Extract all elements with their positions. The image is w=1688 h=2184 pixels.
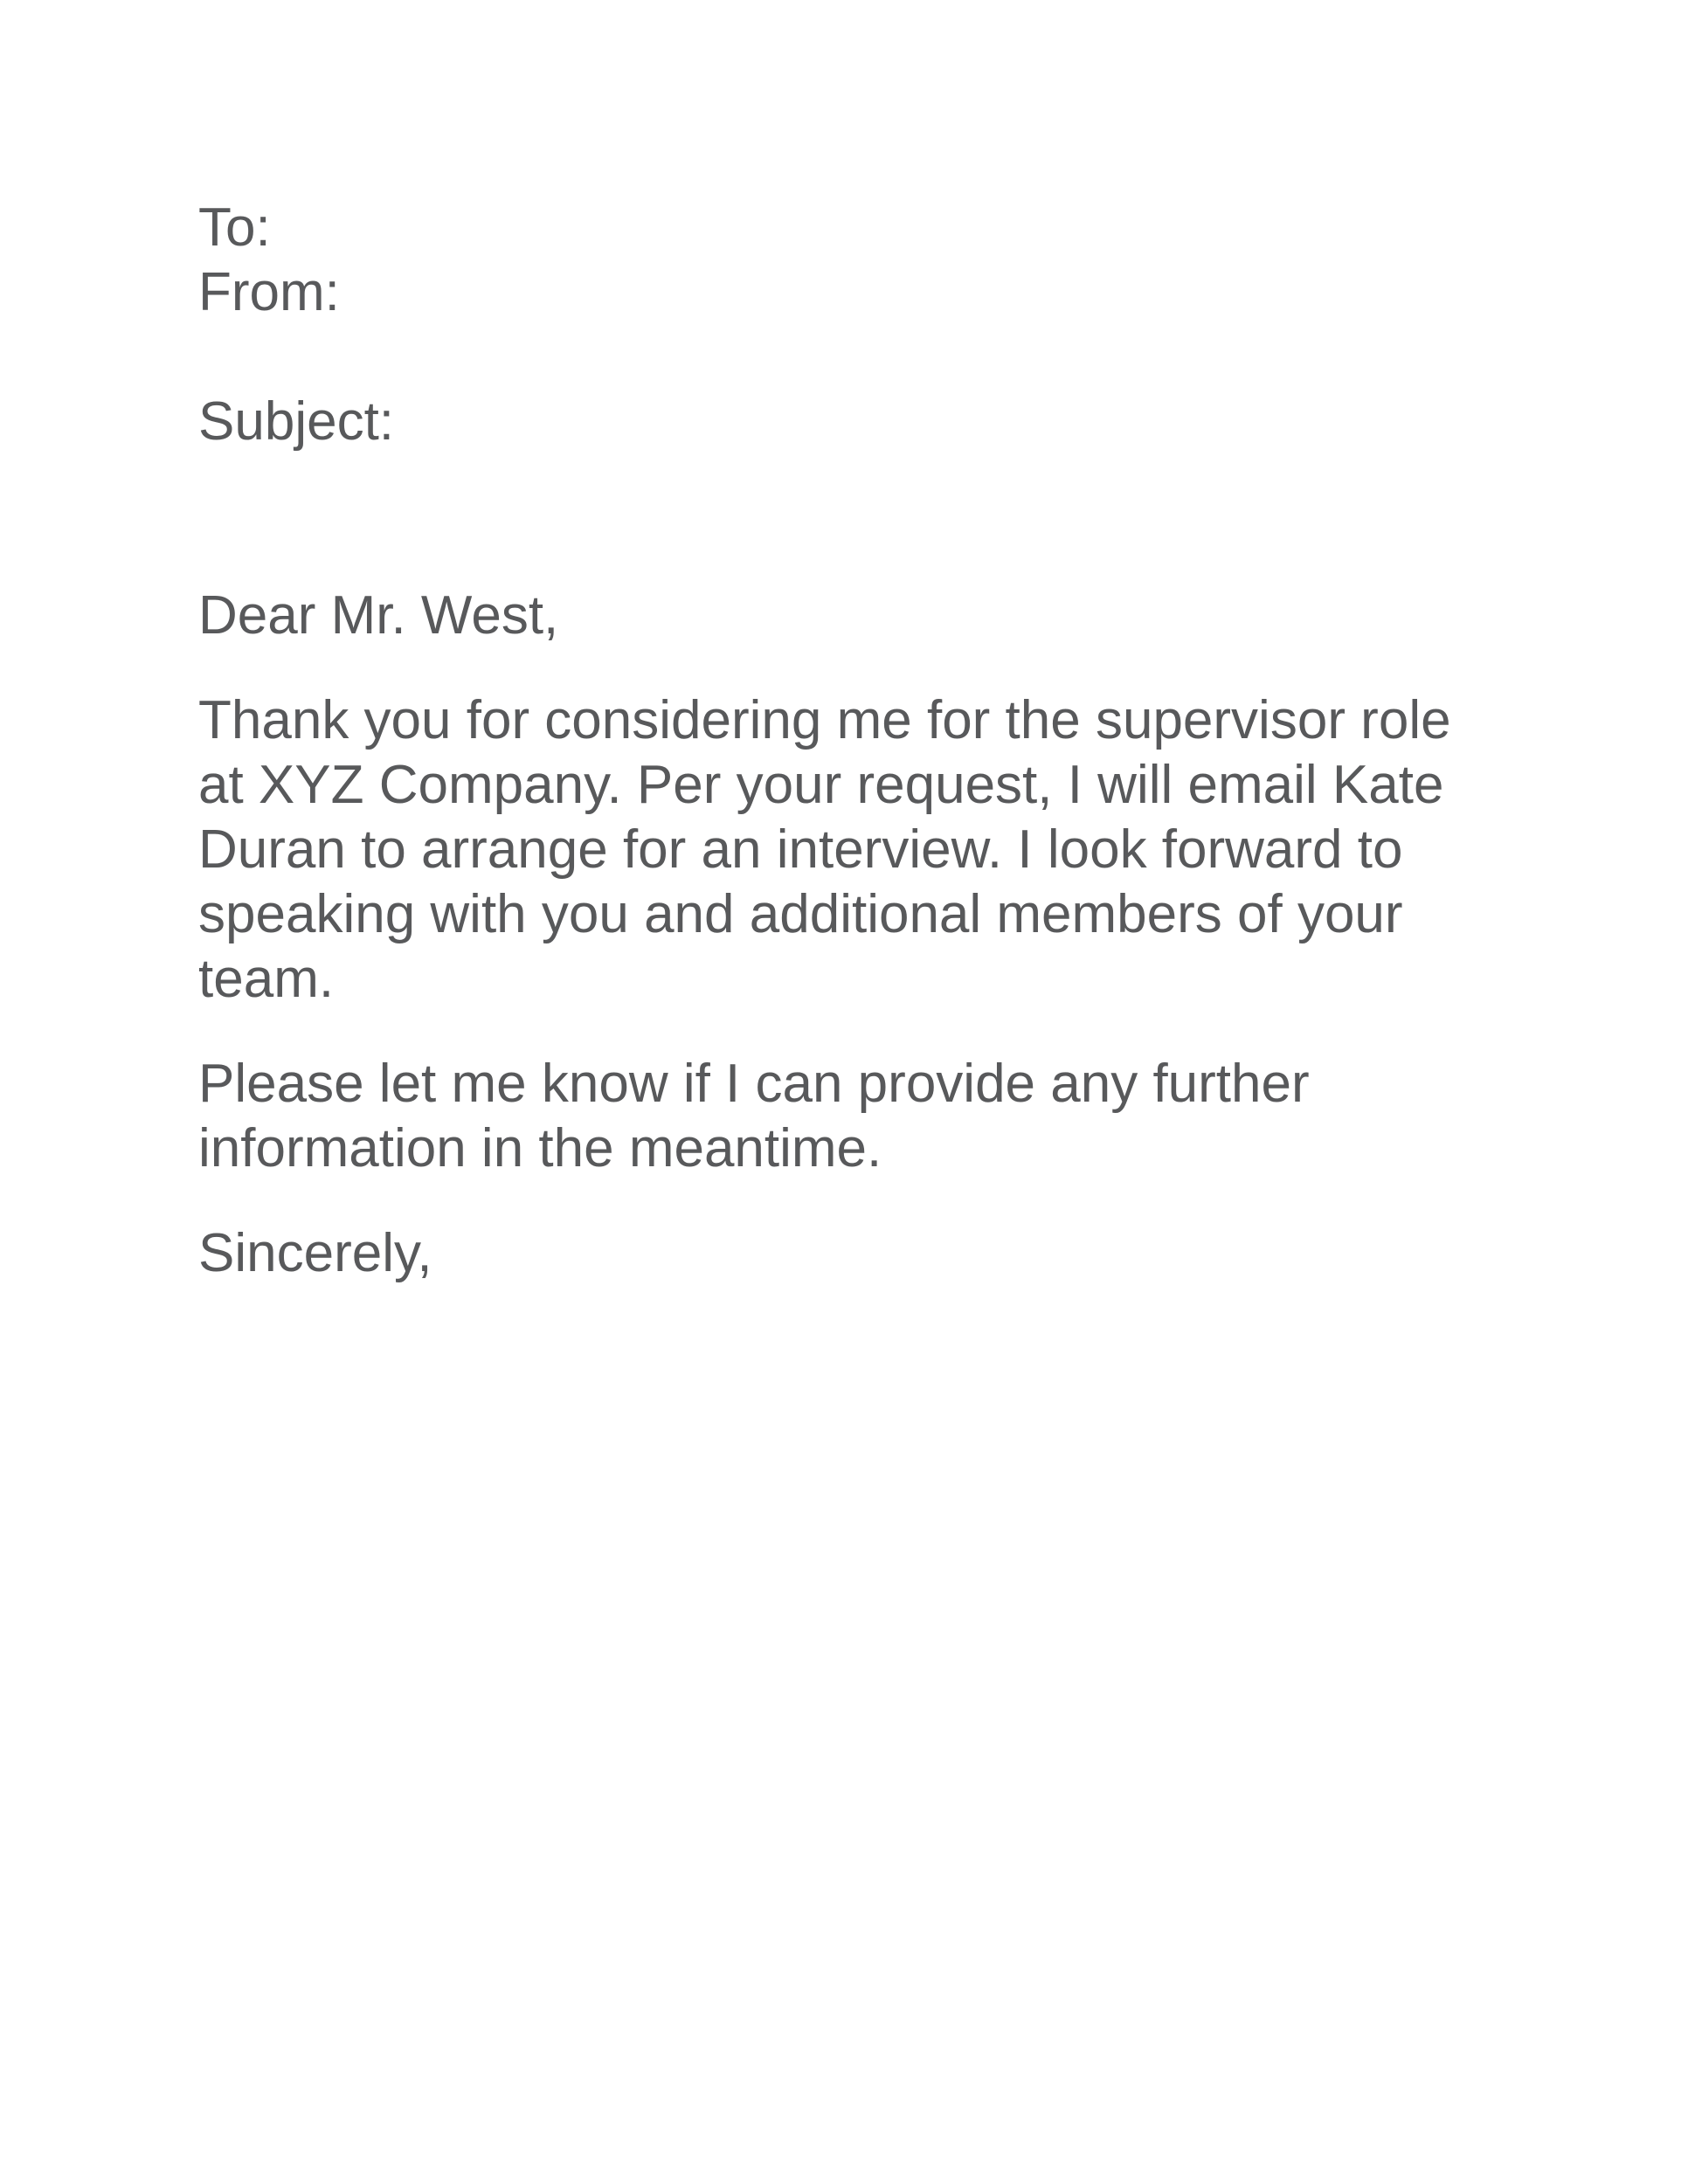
memo-header xyxy=(198,196,1509,325)
paragraph-line: Duran to arrange for an interview. I look forward to xyxy=(198,819,1403,880)
paragraph-further-info xyxy=(198,1052,1509,1181)
closing: Sincerely, xyxy=(198,1223,432,1283)
letter-body xyxy=(198,196,1509,1286)
paragraph-line: information in the meantime. xyxy=(198,1118,882,1178)
paragraph-line: speaking with you and additional members of your xyxy=(198,884,1403,944)
paragraph-line: Please let me know if I can provide any further xyxy=(198,1054,1310,1114)
greeting: Dear Mr. West, xyxy=(198,585,559,646)
paragraph-line: team. xyxy=(198,949,335,1009)
paragraph-line: at XYZ Company. Per your request, I will email Kate xyxy=(198,755,1444,815)
subject-label: Subject: xyxy=(198,391,395,452)
paragraph-line: Thank you for considering me for the supervisor role xyxy=(198,690,1451,750)
to-label: To: xyxy=(198,197,271,258)
from-label: From: xyxy=(198,262,340,322)
paragraph-interview xyxy=(198,688,1509,1012)
